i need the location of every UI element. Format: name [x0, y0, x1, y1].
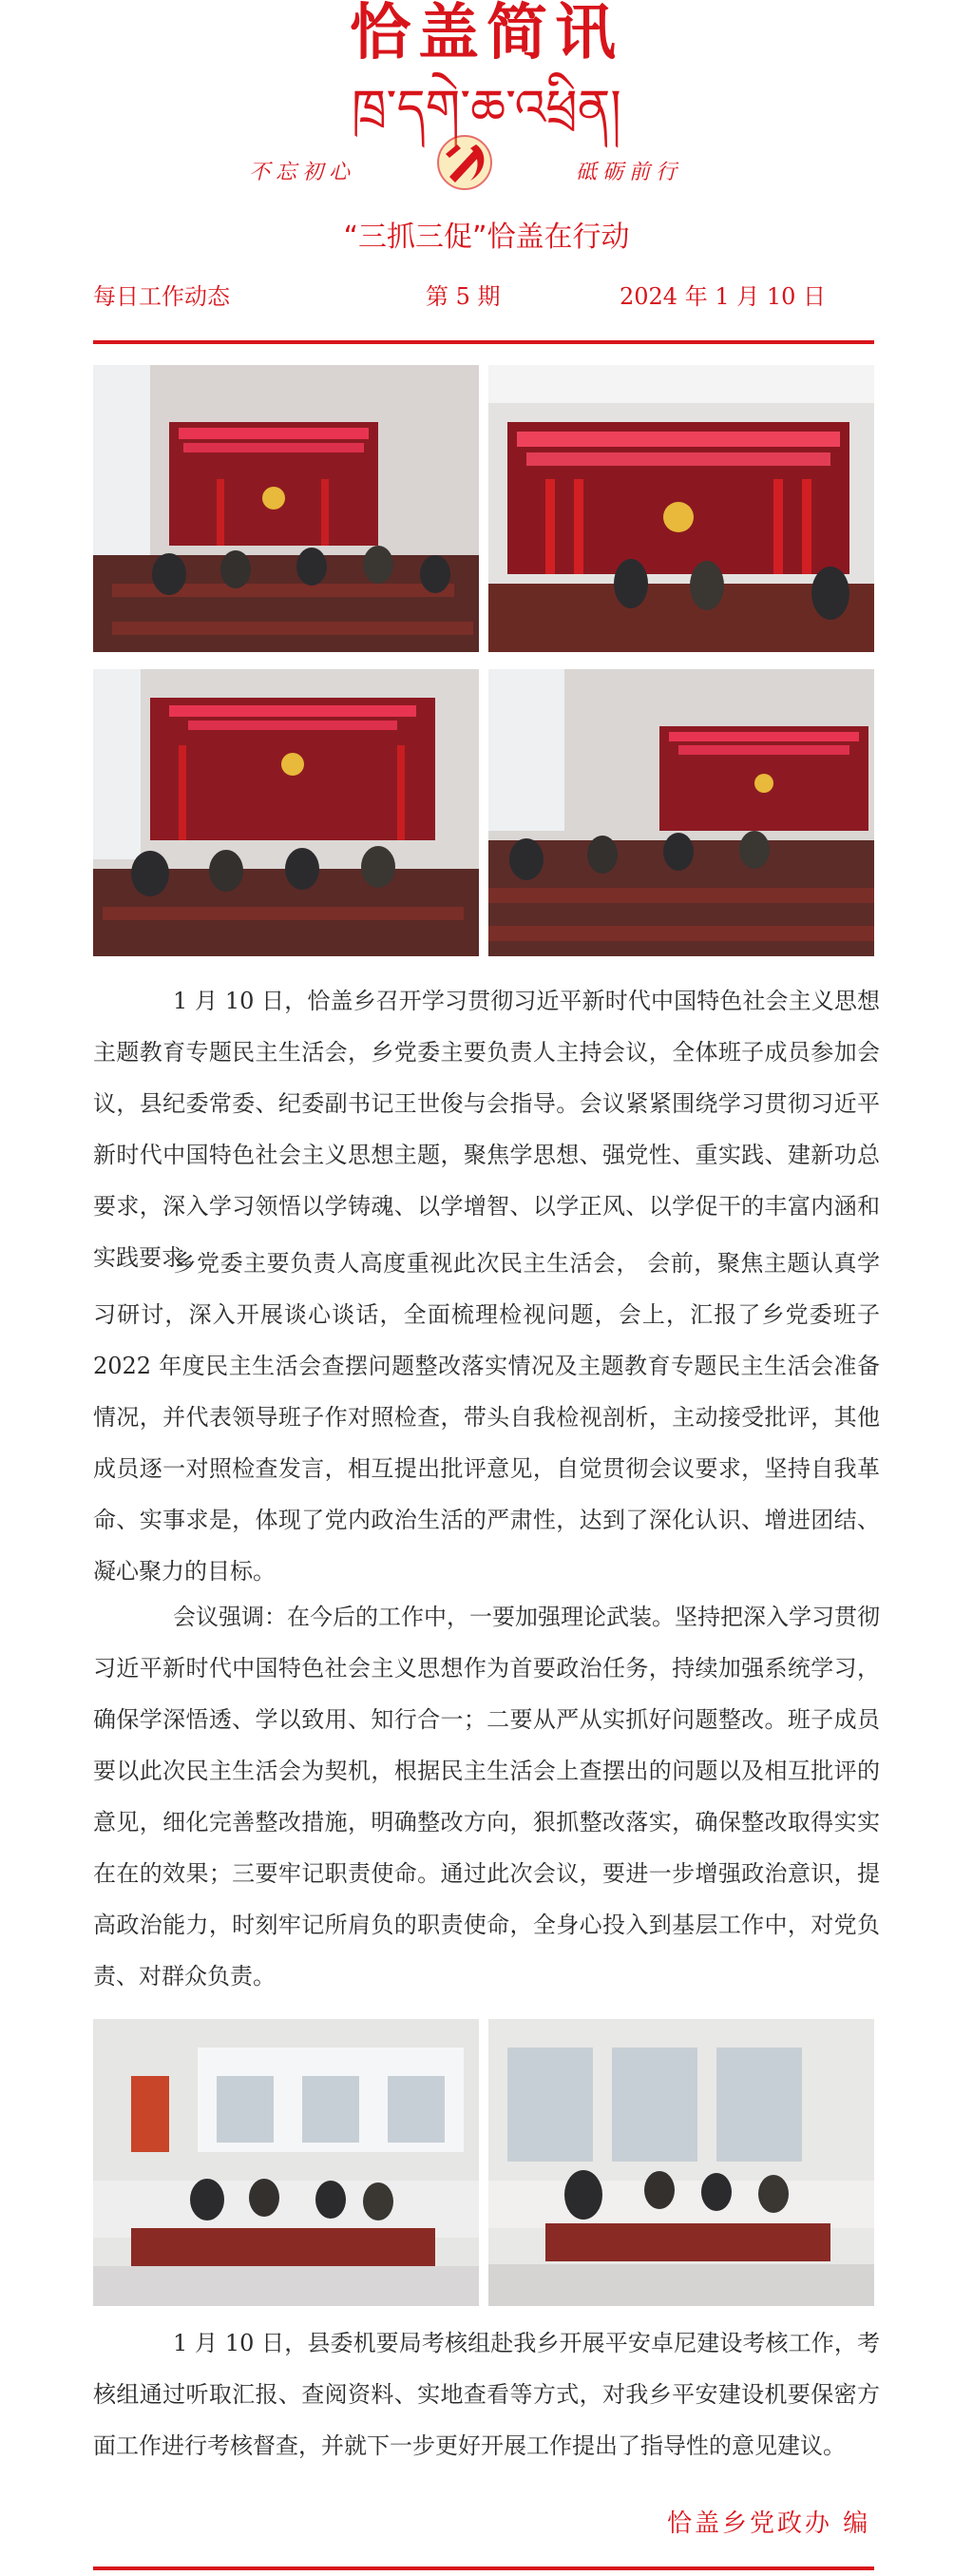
party-emblem-icon	[432, 133, 497, 192]
issue-category: 每日工作动态	[93, 283, 230, 310]
paragraph-2-text: 乡党委主要负责人高度重视此次民主生活会， 会前，聚焦主题认真学习研讨，深入开展谈心谈话，全面梳理检视问题，会上，汇报了乡党委班子 2022 年度民主生活会查摆问题整改落实情况及主题教育专题民主生活会准备情况，并代表领导班子作对照检查，带头自我检视剖析，主动接受批评，其他成员逐一对照检查发言，相互提出批评意见，自觉贯彻会议要求，坚持自我革命、实事求是，体现了党内政治生活的严肃性，达到了深化认识、增进团结、凝心聚力的目标。	[93, 1250, 880, 1585]
paragraph-1-text: 1 月 10 日，恰盖乡召开学习贯彻习近平新时代中国特色社会主义思想主题教育专题民主生活会，乡党委主要负责人主持会议，全体班子成员参加会议，县纪委常委、纪委副书记王世俊与会指导。会议紧紧围绕学习贯彻习近平新时代中国特色社会主义思想主题，聚焦学思想、强党性、重实践、建新功总要求，深入学习领悟以学铸魂、以学增智、以学正风、以学促干的丰富内涵和实践要求。	[93, 988, 880, 1271]
editor-signoff: 恰盖乡党政办 编	[667, 2509, 871, 2538]
tibetan-title: ཁྲ་དགེ་ཆ་འཕྲིན།	[352, 80, 621, 137]
meeting-photo-3	[93, 669, 479, 956]
article-paragraph-2	[93, 1238, 880, 1591]
meeting-photo-4	[488, 669, 874, 956]
meeting-photo-2	[488, 365, 874, 652]
article-paragraph-3	[93, 1591, 880, 2004]
meeting-photo-1	[93, 365, 479, 652]
motto-left: 不忘初心	[249, 161, 356, 184]
header-divider	[93, 340, 874, 344]
motto-right: 砥砺前行	[576, 161, 683, 184]
inspection-photo-2	[488, 2019, 874, 2306]
issue-number: 第 5 期	[426, 283, 501, 310]
newsletter-title: 恰盖简讯	[350, 0, 623, 68]
article-paragraph-1	[93, 975, 880, 1271]
inspection-photo-1	[93, 2019, 479, 2306]
issue-date: 2024 年 1 月 10 日	[620, 283, 827, 310]
footer-divider	[93, 2566, 874, 2570]
paragraph-3-text: 会议强调：在今后的工作中，一要加强理论武装。坚持把深入学习贯彻习近平新时代中国特色社会主义思想作为首要政治任务，持续加强系统学习，确保学深悟透、学以致用、知行合一；二要从严从实抓好问题整改。班子成员要以此次民主生活会为契机，根据民主生活会上查摆出的问题以及相互批评的意见，细化完善整改措施，明确整改方向，狠抓整改落实，确保整改取得实实在在的效果；三要牢记职责使命。通过此次会议，要进一步增强政治意识，提高政治能力，时刻牢记所肩负的职责使命，全身心投入到基层工作中，对党负责、对群众负责。	[93, 1604, 880, 1990]
paragraph-4-text: 1 月 10 日，县委机要局考核组赴我乡开展平安卓尼建设考核工作，考核组通过听取汇报、查阅资料、实地查看等方式，对我乡平安建设机要保密方面工作进行考核督查，并就下一步更好开展工作提出了指导性的意见建议。	[93, 2330, 880, 2459]
article-paragraph-4	[93, 2317, 880, 2523]
headline: “三抓三促”恰盖在行动	[343, 221, 630, 254]
